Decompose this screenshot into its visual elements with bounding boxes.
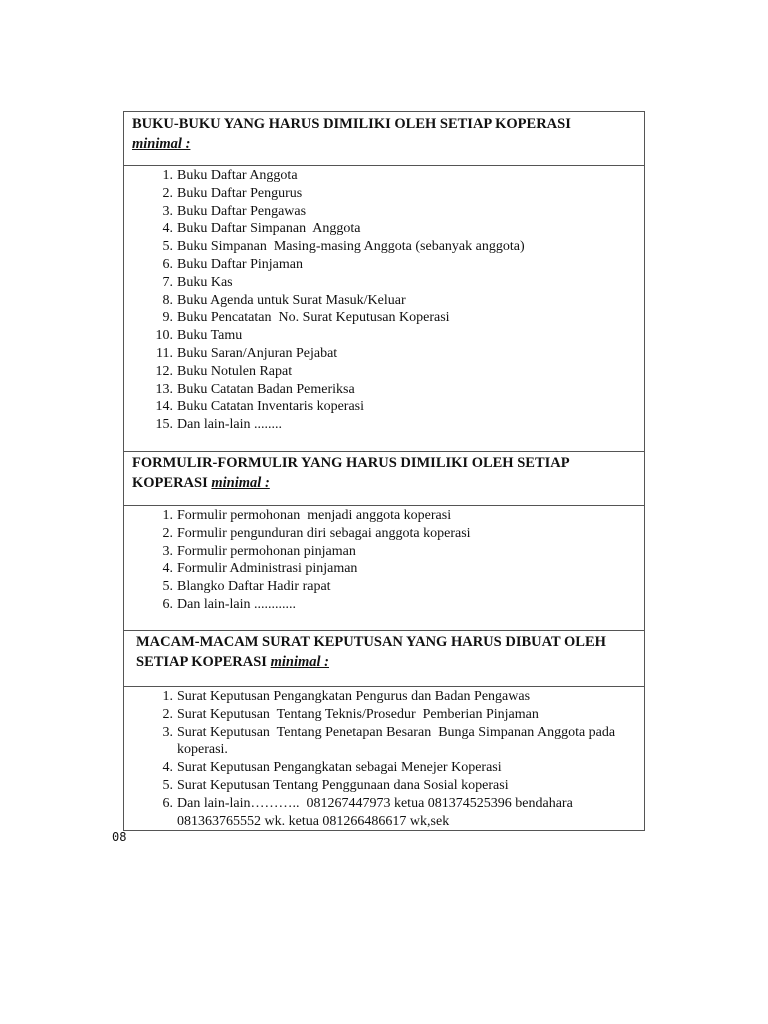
document-table [123,111,645,831]
section-header-surat-keputusan [124,631,644,687]
minimal-label: minimal : [270,654,329,670]
list-item: 8. Buku Agenda untuk Surat Masuk/Keluar [162,292,406,308]
list-item: 9. Buku Pencatatan No. Surat Keputusan Koperasi [162,310,450,326]
list-item: 3. Formulir permohonan pinjaman [162,543,356,559]
list-item: 1. Formulir permohonan menjadi anggota koperasi [162,508,452,523]
formulir-list [124,507,640,614]
list-item: 2. Surat Keputusan Tentang Teknis/Prosedur Pemberian Pinjaman [162,706,539,722]
list-item: 4. Buku Daftar Simpanan Anggota [162,221,361,237]
list-item: 5. Buku Simpanan Masing-masing Anggota (sebanyak anggota) [162,239,525,255]
page-number: 08 [112,830,127,844]
section-body-buku [124,166,644,452]
list-item: 10. Buku Tamu [155,328,243,344]
list-item: 4. Formulir Administrasi pinjaman [162,561,358,577]
minimal-label: minimal : [132,136,191,152]
list-item: 6. Dan lain-lain……….. 081267447973 ketua 081374525396 bendahara 081363765552 wk. ketua 081266486617 wk,sek [162,795,577,829]
section-body-surat-keputusan [124,687,644,830]
list-item: 2. Buku Daftar Pengurus [162,185,303,201]
list-item: 12. Buku Notulen Rapat [155,363,293,379]
section-header-buku [124,112,644,166]
list-item: 13. Buku Catatan Badan Pemeriksa [155,381,355,397]
list-item: 7. Buku Kas [162,274,233,290]
list-item: 14. Buku Catatan Inventaris koperasi [155,399,365,415]
section-title: MACAM-MACAM SURAT KEPUTUSAN YANG HARUS DIBUAT OLEH SETIAP KOPERASI minimal : [136,634,606,670]
section-title: FORMULIR-FORMULIR YANG HARUS DIMILIKI OLEH SETIAP KOPERASI minimal : [132,455,569,491]
minimal-label: minimal : [211,475,270,491]
list-item: 11. Buku Saran/Anjuran Pejabat [156,345,338,361]
list-item: 2. Formulir pengunduran diri sebagai anggota koperasi [162,525,471,541]
list-item: 6. Buku Daftar Pinjaman [162,256,303,272]
list-item: 1. Surat Keputusan Pengangkatan Pengurus dan Badan Pengawas [162,689,531,704]
section-body-formulir [124,506,644,631]
surat-keputusan-list [124,688,640,830]
list-item: 4. Surat Keputusan Pengangkatan sebagai Menejer Koperasi [162,760,502,776]
list-item: 3. Surat Keputusan Tentang Penetapan Besaran Bunga Simpanan Anggota pada koperasi. [162,724,619,758]
list-item: 1. Buku Daftar Anggota [162,168,298,183]
list-item: 5. Blangko Daftar Hadir rapat [162,579,331,595]
buku-list [124,167,640,434]
section-title: BUKU-BUKU YANG HARUS DIMILIKI OLEH SETIAP KOPERASI [132,116,571,132]
list-item: 15. Dan lain-lain ........ [155,417,282,433]
section-header-formulir [124,452,644,506]
list-item: 6. Dan lain-lain ............ [162,596,296,612]
list-item: 5. Surat Keputusan Tentang Penggunaan dana Sosial koperasi [162,777,509,793]
list-item: 3. Buku Daftar Pengawas [162,203,307,219]
